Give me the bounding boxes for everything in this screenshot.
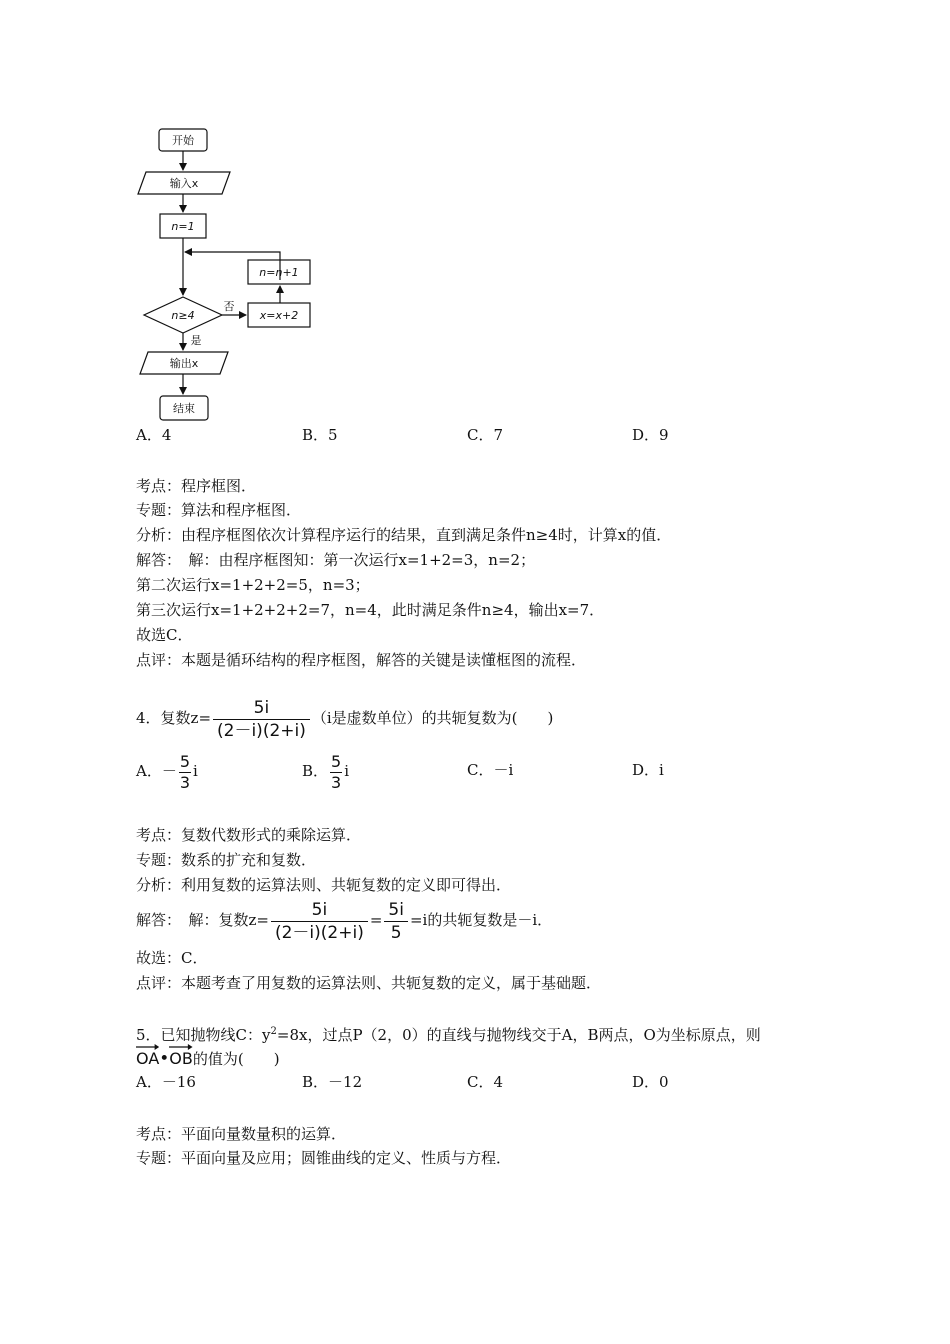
q4-dianping: 点评：本题考查了用复数的运算法则、共轭复数的定义，属于基础题． xyxy=(136,974,602,992)
q4-stem xyxy=(136,694,553,742)
q4-zhuanti: 专题：数系的扩充和复数． xyxy=(136,851,317,869)
q4-stem-suffix: （i是虚数单位）的共轭复数为( ) xyxy=(311,709,554,727)
q4-jieda-frac2-num: 5i xyxy=(384,899,408,922)
q4-option-a-prefix: A．－ xyxy=(136,762,177,780)
q4-option-b-num: 5 xyxy=(331,751,342,771)
q3-option-a: A．4 xyxy=(136,426,172,444)
q4-jieda-frac1-num: 5i xyxy=(271,899,368,922)
flow-yes-label: 是 xyxy=(190,334,202,347)
q5-vector-ob: OB xyxy=(169,1046,193,1070)
q4-option-b-prefix: B． xyxy=(302,762,329,780)
q4-option-a-den: 3 xyxy=(179,772,191,792)
q4-fraction xyxy=(213,697,310,742)
q4-option-a xyxy=(136,748,198,794)
q4-jieda-prefix: 解答： 解：复数z= xyxy=(136,911,269,929)
q5-stem-line2-suffix: 的值为( ) xyxy=(192,1050,280,1068)
q4-jieda xyxy=(136,896,552,944)
q4-option-a-frac xyxy=(179,752,191,793)
q3-jieda: 解答： 解：由程序框图知：第一次运行x=1+2=3，n=2； xyxy=(136,551,536,569)
q4-jieda-frac2 xyxy=(384,899,408,944)
q4-jieda-frac1-den: (2－i)(2+i) xyxy=(274,922,364,943)
q3-dianping: 点评：本题是循环结构的程序框图，解答的关键是读懂框图的流程． xyxy=(136,651,587,669)
q5-vector-oa: OA xyxy=(136,1046,159,1070)
q3-option-b: B．5 xyxy=(302,426,338,444)
q3-zhuanti: 专题：算法和程序框图． xyxy=(136,501,302,519)
q4-jieda-frac1 xyxy=(271,899,368,944)
q5-zhuanti: 专题：平面向量及应用；圆锥曲线的定义、性质与方程． xyxy=(136,1149,512,1167)
q4-jieda-frac2-den: 5 xyxy=(390,922,402,943)
q5-stem-sup: 2 xyxy=(270,1026,277,1037)
q4-option-a-suffix: i xyxy=(193,762,198,780)
q4-frac-num: 5i xyxy=(213,697,310,720)
q5-option-c: C．4 xyxy=(467,1073,504,1091)
q5-option-b: B．－12 xyxy=(302,1073,363,1091)
q4-option-b-frac xyxy=(330,752,342,793)
q4-fenxi: 分析：利用复数的运算法则、共轭复数的定义即可得出． xyxy=(136,876,512,894)
flow-init-text: n=1 xyxy=(171,220,195,233)
q4-stem-prefix: 4．复数z= xyxy=(136,709,212,727)
q5-stem-prefix: 5．已知抛物线C：y xyxy=(136,1026,271,1044)
q4-jieda-eq: = xyxy=(369,911,383,929)
q5-option-a: A．－16 xyxy=(136,1073,196,1091)
q4-option-a-num: 5 xyxy=(179,751,191,771)
q4-option-b-suffix: i xyxy=(344,762,350,780)
q4-jieda-suffix: =i的共轭复数是－i． xyxy=(409,911,553,929)
flow-start-text: 开始 xyxy=(172,134,194,147)
q3-choice: 故选C． xyxy=(136,626,193,644)
q4-option-d: D．i xyxy=(632,761,664,779)
q5-option-d: D．0 xyxy=(632,1073,669,1091)
flow-input-text: 输入x xyxy=(169,177,199,190)
q4-frac-den: (2－i)(2+i) xyxy=(217,720,306,741)
flow-no-label: 否 xyxy=(223,300,235,313)
flow-output-text: 输出x xyxy=(169,357,199,370)
flow-update-n-text: n=n+1 xyxy=(259,266,299,279)
q3-option-c: C．7 xyxy=(467,426,504,444)
q5-stem xyxy=(136,1022,761,1045)
q4-option-b-den: 3 xyxy=(331,772,342,792)
q5-dot-operator: • xyxy=(159,1049,170,1069)
q4-option-c: C．－i xyxy=(467,761,514,779)
q3-kaodian: 考点：程序框图． xyxy=(136,477,257,495)
flow-condition-text: n≥4 xyxy=(171,309,195,322)
flow-end-text: 结束 xyxy=(173,402,195,415)
q3-step2: 第二次运行x=1+2+2=5，n=3； xyxy=(136,576,370,594)
q4-kaodian: 考点：复数代数形式的乘除运算． xyxy=(136,826,362,844)
q5-stem-line2 xyxy=(136,1046,280,1070)
program-flowchart xyxy=(130,120,330,430)
q4-option-b xyxy=(302,748,349,794)
q3-option-d: D．9 xyxy=(632,426,669,444)
q5-kaodian: 考点：平面向量数量积的运算． xyxy=(136,1125,347,1143)
q3-step3: 第三次运行x=1+2+2+2=7，n=4，此时满足条件n≥4，输出x=7． xyxy=(136,601,605,619)
flow-update-x-text: x=x+2 xyxy=(259,309,299,322)
q4-choice: 故选：C． xyxy=(136,949,208,967)
q5-stem-rest: =8x，过点P（2，0）的直线与抛物线交于A，B两点，O为坐标原点，则 xyxy=(276,1026,761,1044)
q3-fenxi: 分析：由程序框图依次计算程序运行的结果，直到满足条件n≥4时，计算x的值． xyxy=(136,526,672,544)
